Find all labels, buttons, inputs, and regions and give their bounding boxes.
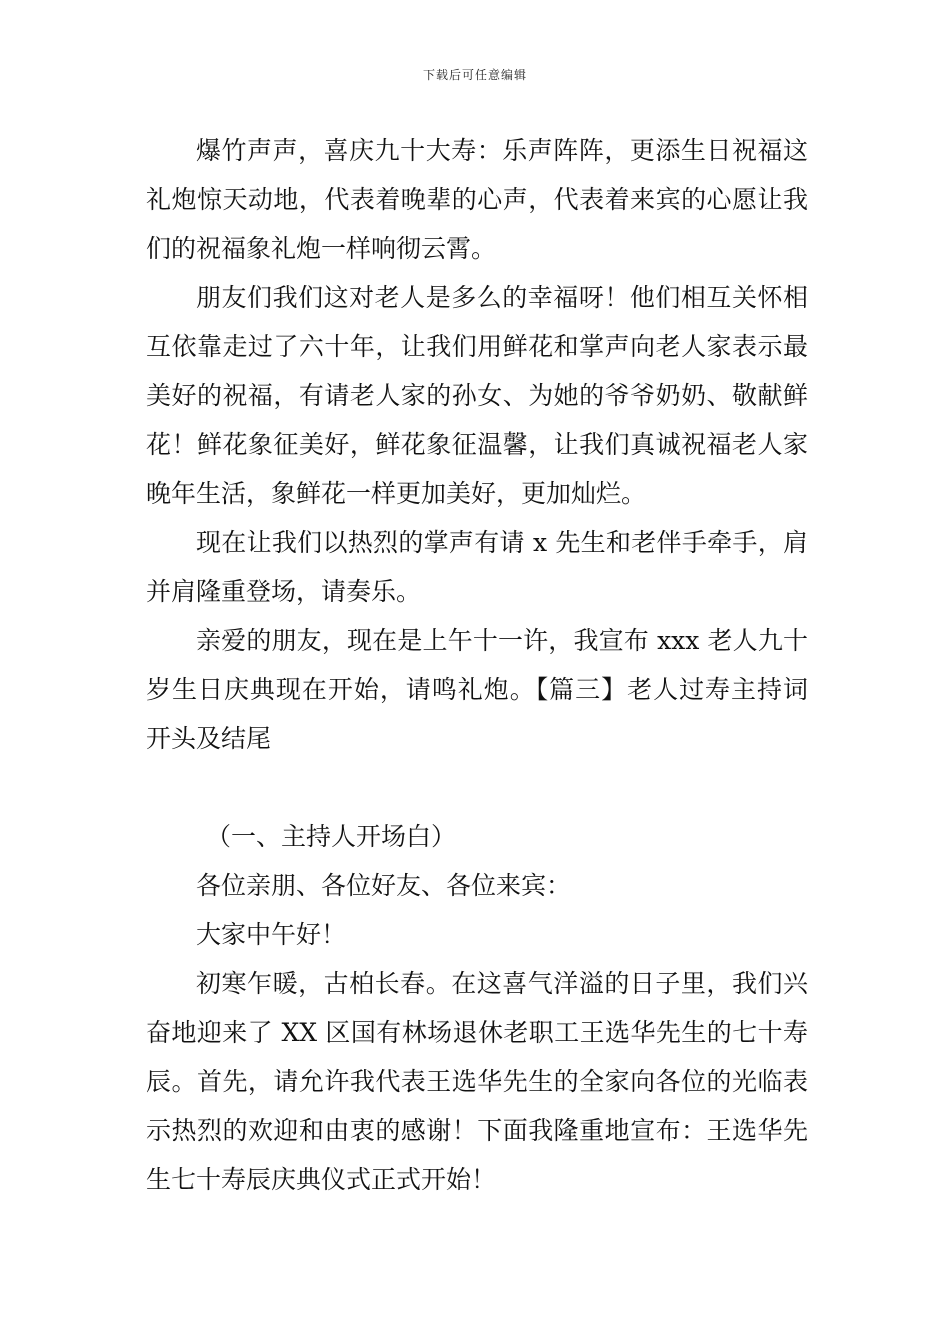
- paragraph-invite-couple: 现在让我们以热烈的掌声有请 x 先生和老伴手牵手，肩并肩隆重登场，请奏乐。: [146, 528, 808, 606]
- page-header-note: 下载后可任意编辑: [422, 68, 527, 82]
- document-body: [146, 126, 808, 1204]
- section-heading: （一、主持人开场白）: [206, 822, 457, 851]
- paragraph-greeting: 各位亲朋、各位好友、各位来宾：: [196, 871, 572, 900]
- paragraph-opening: 初寒乍暖，古柏长春。在这喜气洋溢的日子里，我们兴奋地迎来了 XX 区国有林场退休老职工王选华先生的七十寿辰。首先，请允许我代表王选华先生的全家向各位的光临表示热烈的欢迎和由衷的感谢！下面我隆重地宣布：王选华先生七十寿辰庆典仪式正式开始！: [146, 969, 808, 1194]
- paragraph-firecrackers: 爆竹声声，喜庆九十大寿：乐声阵阵，更添生日祝福这礼炮惊天动地，代表着晚辈的心声，代表着来宾的心愿让我们的祝福象礼炮一样响彻云霄。: [146, 136, 808, 263]
- paragraph-friends: 朋友们我们这对老人是多么的幸福呀！他们相互关怀相互依靠走过了六十年，让我们用鲜花和掌声向老人家表示最美好的祝福，有请老人家的孙女、为她的爷爷奶奶、敬献鲜花！鲜花象征美好，鲜花象征温馨，让我们真诚祝福老人家晚年生活，象鲜花一样更加美好，更加灿烂。: [146, 283, 808, 508]
- paragraph-announce-start: 亲爱的朋友，现在是上午十一许，我宣布 xxx 老人九十岁生日庆典现在开始，请鸣礼炮。【篇三】老人过寿主持词开头及结尾: [146, 626, 808, 753]
- paragraph-salutation: 大家中午好！: [196, 920, 347, 949]
